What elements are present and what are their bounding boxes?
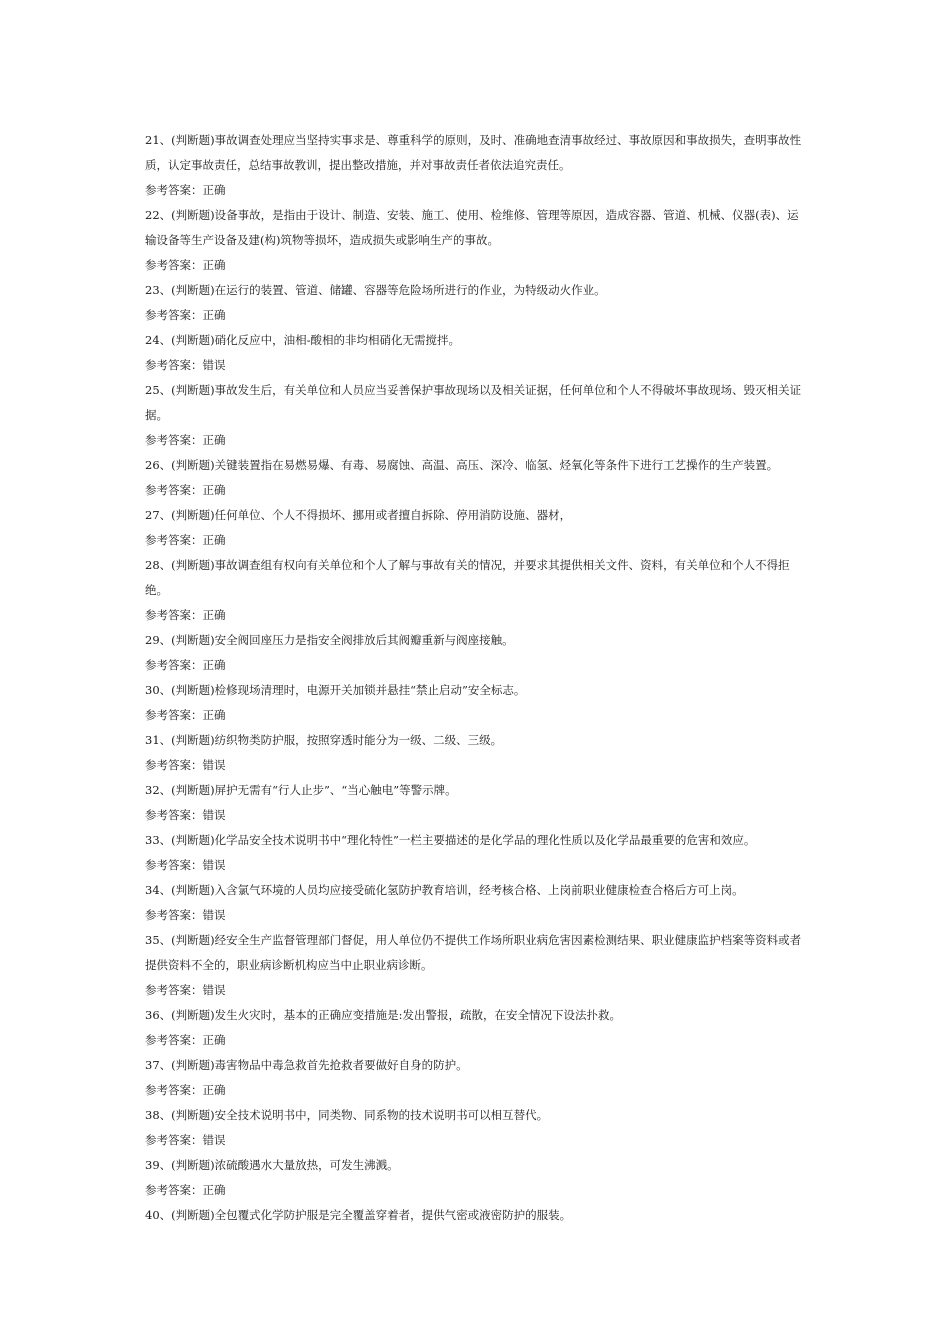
question-item <box>145 503 805 553</box>
question-item <box>145 1103 805 1153</box>
question-text: 37、(判断题)毒害物品中毒急救首先抢救者要做好自身的防护。 <box>145 1058 468 1072</box>
question-text: 23、(判断题)在运行的装置、管道、储罐、容器等危险场所进行的作业，为特级动火作业。 <box>145 283 606 297</box>
question-item <box>145 728 805 778</box>
question-text: 38、(判断题)安全技术说明书中，同类物、同系物的技术说明书可以相互替代。 <box>145 1108 549 1122</box>
question-item <box>145 628 805 678</box>
question-item <box>145 1003 805 1053</box>
question-item <box>145 678 805 728</box>
answer-text: 参考答案：错误 <box>145 358 226 372</box>
question-text: 31、(判断题)纺织物类防护服，按照穿透时能分为一级、二级、三级。 <box>145 733 503 747</box>
question-text: 29、(判断题)安全阀回座压力是指安全阀排放后其阀瓣重新与阀座接触。 <box>145 633 514 647</box>
question-text: 21、(判断题)事故调查处理应当坚持实事求是、尊重科学的原则，及时、准确地查清事故经过、事故原因和事故损失，查明事故性质，认定事故责任，总结事故教训，提出整改措施，并对事故责任者依法追究责任。 <box>145 133 802 172</box>
answer-text: 参考答案：正确 <box>145 1033 226 1047</box>
answer-text: 参考答案：错误 <box>145 758 226 772</box>
question-text: 27、(判断题)任何单位、个人不得损坏、挪用或者擅自拆除、停用消防设施、器材， <box>145 508 572 522</box>
question-text: 40、(判断题)全包覆式化学防护服是完全覆盖穿着者，提供气密或液密防护的服装。 <box>145 1208 572 1222</box>
question-text: 26、(判断题)关键装置指在易燃易爆、有毒、易腐蚀、高温、高压、深冷、临氢、烃氧化等条件下进行工艺操作的生产装置。 <box>145 458 779 472</box>
question-item <box>145 378 805 453</box>
question-item <box>145 828 805 878</box>
question-item <box>145 278 805 328</box>
question-item <box>145 778 805 828</box>
question-item <box>145 128 805 203</box>
question-text: 34、(判断题)入含氯气环境的人员均应接受硫化氢防护教育培训，经考核合格、上岗前职业健康检查合格后方可上岗。 <box>145 883 744 897</box>
question-item <box>145 203 805 278</box>
answer-text: 参考答案：正确 <box>145 658 226 672</box>
question-item <box>145 1153 805 1203</box>
question-text: 32、(判断题)屏护无需有“行人止步”、“当心触电”等警示牌。 <box>145 783 457 797</box>
answer-text: 参考答案：错误 <box>145 808 226 822</box>
answer-text: 参考答案：错误 <box>145 858 226 872</box>
answer-text: 参考答案：正确 <box>145 183 226 197</box>
question-text: 22、(判断题)设备事故，是指由于设计、制造、安装、施工、使用、检维修、管理等原因，造成容器、管道、机械、仪器(表)、运输设备等生产设备及建(构)筑物等损坏，造成损失或影响生产的事故。 <box>145 208 799 247</box>
question-text: 30、(判断题)检修现场清理时，电源开关加锁并悬挂“禁止启动”安全标志。 <box>145 683 526 697</box>
question-text: 39、(判断题)浓硫酸遇水大量放热，可发生沸溅。 <box>145 1158 399 1172</box>
answer-text: 参考答案：正确 <box>145 308 226 322</box>
answer-text: 参考答案：正确 <box>145 533 226 547</box>
answer-text: 参考答案：错误 <box>145 983 226 997</box>
question-text: 33、(判断题)化学品安全技术说明书中“理化特性”一栏主要描述的是化学品的理化性质以及化学品最重要的危害和效应。 <box>145 833 756 847</box>
question-item <box>145 878 805 928</box>
answer-text: 参考答案：错误 <box>145 1133 226 1147</box>
question-item <box>145 928 805 1003</box>
question-item <box>145 328 805 378</box>
answer-text: 参考答案：正确 <box>145 433 226 447</box>
answer-text: 参考答案：正确 <box>145 1183 226 1197</box>
answer-text: 参考答案：正确 <box>145 1083 226 1097</box>
answer-text: 参考答案：错误 <box>145 908 226 922</box>
question-text: 25、(判断题)事故发生后，有关单位和人员应当妥善保护事故现场以及相关证据，任何单位和个人不得破坏事故现场、毁灭相关证据。 <box>145 383 802 422</box>
question-item <box>145 553 805 628</box>
question-text: 28、(判断题)事故调查组有权向有关单位和个人了解与事故有关的情况，并要求其提供相关文件、资料，有关单位和个人不得拒绝。 <box>145 558 790 597</box>
question-text: 35、(判断题)经安全生产监督管理部门督促，用人单位仍不提供工作场所职业病危害因素检测结果、职业健康监护档案等资料或者提供资料不全的，职业病诊断机构应当中止职业病诊断。 <box>145 933 802 972</box>
answer-text: 参考答案：正确 <box>145 483 226 497</box>
question-text: 24、(判断题)硝化反应中，油相-酸相的非均相硝化无需搅拌。 <box>145 333 460 347</box>
question-item <box>145 1203 805 1228</box>
answer-text: 参考答案：正确 <box>145 258 226 272</box>
question-item <box>145 453 805 503</box>
question-text: 36、(判断题)发生火灾时，基本的正确应变措施是:发出警报，疏散，在安全情况下设法扑救。 <box>145 1008 621 1022</box>
document-page <box>145 128 805 1228</box>
question-item <box>145 1053 805 1103</box>
answer-text: 参考答案：正确 <box>145 708 226 722</box>
answer-text: 参考答案：正确 <box>145 608 226 622</box>
